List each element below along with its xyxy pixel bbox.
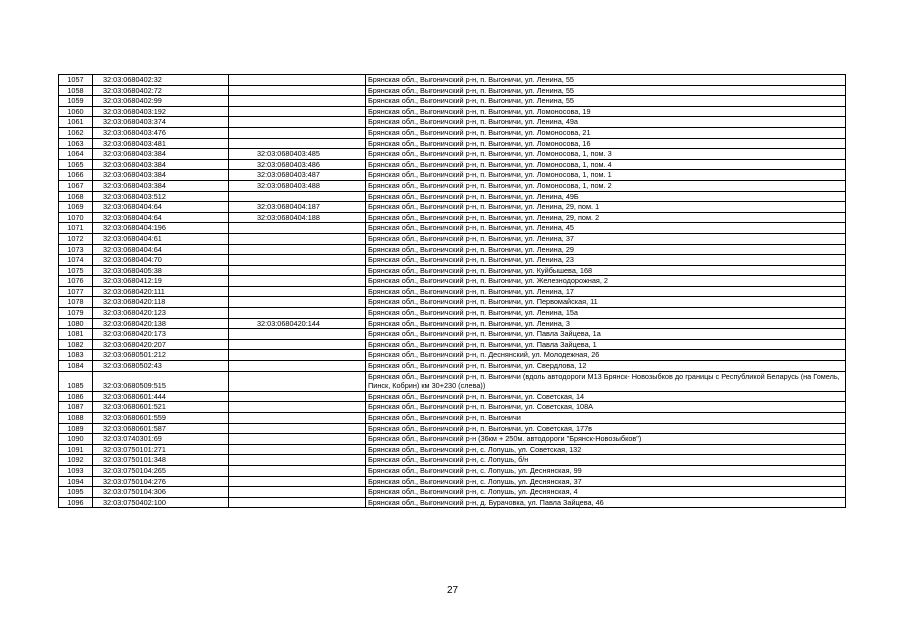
sub-cadastral-number-cell — [229, 255, 366, 266]
row-number-cell: 1086 — [59, 391, 93, 402]
table-row — [59, 170, 846, 181]
table-row — [59, 476, 846, 487]
cadastral-number-cell: 32:03:0680403:512 — [93, 191, 229, 202]
row-number-cell: 1087 — [59, 402, 93, 413]
row-number-cell: 1058 — [59, 85, 93, 96]
address-cell: Брянская обл., Выгоничский р-н, п. Деснянский, ул. Молодежная, 26 — [366, 350, 846, 361]
cadastral-number-cell: 32:03:0680420:118 — [93, 297, 229, 308]
table-row — [59, 276, 846, 287]
address-cell: Брянская обл., Выгоничский р-н, п. Выгоничи, ул. Куйбышева, 168 — [366, 265, 846, 276]
row-number-cell: 1074 — [59, 255, 93, 266]
row-number-cell: 1080 — [59, 318, 93, 329]
sub-cadastral-number-cell — [229, 106, 366, 117]
sub-cadastral-number-cell: 32:03:0680403:488 — [229, 180, 366, 191]
row-number-cell: 1069 — [59, 202, 93, 213]
row-number-cell: 1078 — [59, 297, 93, 308]
address-cell: Брянская обл., Выгоничский р-н, п. Выгоничи (вдоль автодороги М13 Брянск- Новозыбков до границы с Республикой Беларусь (на Гомель, Пинск, Кобрин) км 30+230 (слева)) — [366, 371, 846, 391]
row-number-cell: 1072 — [59, 233, 93, 244]
sub-cadastral-number-cell — [229, 465, 366, 476]
table-row — [59, 180, 846, 191]
table-row — [59, 465, 846, 476]
table-row — [59, 434, 846, 445]
cadastral-number-cell: 32:03:0680403:384 — [93, 159, 229, 170]
cadastral-number-cell: 32:03:0680404:196 — [93, 223, 229, 234]
address-cell: Брянская обл., Выгоничский р-н, п. Выгоничи, ул. Ленина, 55 — [366, 96, 846, 107]
cadastral-number-cell: 32:03:0680420:111 — [93, 286, 229, 297]
sub-cadastral-number-cell — [229, 286, 366, 297]
address-cell: Брянская обл., Выгоничский р-н, с. Лопушь, б/н — [366, 455, 846, 466]
address-cell: Брянская обл., Выгоничский р-н, д. Бурачовка, ул. Павла Зайцева, 46 — [366, 497, 846, 508]
cadastral-number-cell: 32:03:0680404:64 — [93, 202, 229, 213]
table-row — [59, 149, 846, 160]
row-number-cell: 1082 — [59, 339, 93, 350]
sub-cadastral-number-cell — [229, 96, 366, 107]
sub-cadastral-number-cell — [229, 85, 366, 96]
cadastral-number-cell: 32:03:0750104:306 — [93, 487, 229, 498]
sub-cadastral-number-cell — [229, 487, 366, 498]
address-cell: Брянская обл., Выгоничский р-н, с. Лопушь, ул. Советская, 132 — [366, 444, 846, 455]
sub-cadastral-number-cell: 32:03:0680403:485 — [229, 149, 366, 160]
sub-cadastral-number-cell — [229, 297, 366, 308]
table-row — [59, 297, 846, 308]
sub-cadastral-number-cell — [229, 361, 366, 372]
sub-cadastral-number-cell — [229, 413, 366, 424]
cadastral-number-cell: 32:03:0680403:384 — [93, 170, 229, 181]
table-row — [59, 96, 846, 107]
sub-cadastral-number-cell — [229, 391, 366, 402]
table-row — [59, 255, 846, 266]
table-row — [59, 308, 846, 319]
cadastral-number-cell: 32:03:0680405:38 — [93, 265, 229, 276]
cadastral-number-cell: 32:03:0680420:138 — [93, 318, 229, 329]
cadastral-number-cell: 32:03:0680403:374 — [93, 117, 229, 128]
row-number-cell: 1093 — [59, 465, 93, 476]
cadastral-number-cell: 32:03:0680412:19 — [93, 276, 229, 287]
sub-cadastral-number-cell — [229, 127, 366, 138]
table-row — [59, 487, 846, 498]
sub-cadastral-number-cell — [229, 497, 366, 508]
row-number-cell: 1091 — [59, 444, 93, 455]
table-row — [59, 127, 846, 138]
cadastral-number-cell: 32:03:0680601:444 — [93, 391, 229, 402]
row-number-cell: 1057 — [59, 75, 93, 86]
row-number-cell: 1071 — [59, 223, 93, 234]
table-row — [59, 329, 846, 340]
sub-cadastral-number-cell: 32:03:0680404:188 — [229, 212, 366, 223]
cadastral-number-cell: 32:03:0680420:207 — [93, 339, 229, 350]
address-cell: Брянская обл., Выгоничский р-н, п. Выгоничи, ул. Ленина, 49Б — [366, 191, 846, 202]
sub-cadastral-number-cell — [229, 276, 366, 287]
address-cell: Брянская обл., Выгоничский р-н, с. Лопушь, ул. Деснянская, 99 — [366, 465, 846, 476]
sub-cadastral-number-cell — [229, 191, 366, 202]
cadastral-number-cell: 32:03:0680403:384 — [93, 149, 229, 160]
sub-cadastral-number-cell — [229, 244, 366, 255]
table-row — [59, 361, 846, 372]
row-number-cell: 1092 — [59, 455, 93, 466]
address-cell: Брянская обл., Выгоничский р-н, п. Выгоничи, ул. Советская, 14 — [366, 391, 846, 402]
sub-cadastral-number-cell — [229, 329, 366, 340]
cadastral-number-cell: 32:03:0680403:384 — [93, 180, 229, 191]
sub-cadastral-number-cell — [229, 138, 366, 149]
table-row — [59, 212, 846, 223]
sub-cadastral-number-cell: 32:03:0680420:144 — [229, 318, 366, 329]
cadastral-number-cell: 32:03:0750101:348 — [93, 455, 229, 466]
table-row — [59, 223, 846, 234]
row-number-cell: 1064 — [59, 149, 93, 160]
sub-cadastral-number-cell — [229, 75, 366, 86]
sub-cadastral-number-cell — [229, 444, 366, 455]
cadastral-number-cell: 32:03:0680404:64 — [93, 244, 229, 255]
address-cell: Брянская обл., Выгоничский р-н, п. Выгоничи, ул. Свердлова, 12 — [366, 361, 846, 372]
table-row — [59, 265, 846, 276]
cadastral-number-cell: 32:03:0750104:265 — [93, 465, 229, 476]
row-number-cell: 1070 — [59, 212, 93, 223]
address-cell: Брянская обл., Выгоничский р-н, п. Выгоничи, ул. Ленина, 45 — [366, 223, 846, 234]
address-cell: Брянская обл., Выгоничский р-н, п. Выгоничи, ул. Ломоносова, 19 — [366, 106, 846, 117]
address-cell: Брянская обл., Выгоничский р-н, п. Выгоничи, ул. Ленина, 29 — [366, 244, 846, 255]
cadastral-number-cell: 32:03:0680402:72 — [93, 85, 229, 96]
table-row — [59, 350, 846, 361]
address-cell: Брянская обл., Выгоничский р-н, п. Выгоничи — [366, 413, 846, 424]
address-cell: Брянская обл., Выгоничский р-н (36км + 250м. автодороги "Брянск-Новозыбков") — [366, 434, 846, 445]
cadastral-number-cell: 32:03:0680403:192 — [93, 106, 229, 117]
address-cell: Брянская обл., Выгоничский р-н, п. Выгоничи, ул. Павла Зайцева, 1 — [366, 339, 846, 350]
row-number-cell: 1076 — [59, 276, 93, 287]
sub-cadastral-number-cell — [229, 233, 366, 244]
sub-cadastral-number-cell — [229, 455, 366, 466]
table-row — [59, 244, 846, 255]
row-number-cell: 1077 — [59, 286, 93, 297]
cadastral-number-cell: 32:03:0680403:481 — [93, 138, 229, 149]
row-number-cell: 1079 — [59, 308, 93, 319]
address-cell: Брянская обл., Выгоничский р-н, п. Выгоничи, ул. Ломоносова, 16 — [366, 138, 846, 149]
table-body — [59, 75, 846, 508]
table-row — [59, 159, 846, 170]
sub-cadastral-number-cell — [229, 423, 366, 434]
cadastral-number-cell: 32:03:0680501:212 — [93, 350, 229, 361]
sub-cadastral-number-cell — [229, 402, 366, 413]
cadastral-number-cell: 32:03:0680404:70 — [93, 255, 229, 266]
address-cell: Брянская обл., Выгоничский р-н, п. Выгоничи, ул. Ленина, 55 — [366, 85, 846, 96]
table-row — [59, 444, 846, 455]
cadastral-number-cell: 32:03:0680502:43 — [93, 361, 229, 372]
sub-cadastral-number-cell — [229, 434, 366, 445]
row-number-cell: 1065 — [59, 159, 93, 170]
address-cell: Брянская обл., Выгоничский р-н, п. Выгоничи, ул. Ленина, 55 — [366, 75, 846, 86]
address-cell: Брянская обл., Выгоничский р-н, п. Выгоничи, ул. Советская, 108А — [366, 402, 846, 413]
table-row — [59, 402, 846, 413]
table-row — [59, 339, 846, 350]
table-row — [59, 371, 846, 391]
address-cell: Брянская обл., Выгоничский р-н, п. Выгоничи, ул. Ленина, 29, пом. 1 — [366, 202, 846, 213]
row-number-cell: 1061 — [59, 117, 93, 128]
address-cell: Брянская обл., Выгоничский р-н, п. Выгоничи, ул. Ломоносова, 1, пом. 3 — [366, 149, 846, 160]
address-cell: Брянская обл., Выгоничский р-н, п. Выгоничи, ул. Павла Зайцева, 1а — [366, 329, 846, 340]
sub-cadastral-number-cell: 32:03:0680403:486 — [229, 159, 366, 170]
table-row — [59, 202, 846, 213]
row-number-cell: 1085 — [59, 371, 93, 391]
table-row — [59, 106, 846, 117]
table-row — [59, 286, 846, 297]
row-number-cell: 1096 — [59, 497, 93, 508]
row-number-cell: 1060 — [59, 106, 93, 117]
cadastral-number-cell: 32:03:0740301:69 — [93, 434, 229, 445]
row-number-cell: 1075 — [59, 265, 93, 276]
cadastral-number-cell: 32:03:0680404:61 — [93, 233, 229, 244]
cadastral-number-cell: 32:03:0750104:276 — [93, 476, 229, 487]
address-cell: Брянская обл., Выгоничский р-н, п. Выгоничи, ул. Железнодорожная, 2 — [366, 276, 846, 287]
address-cell: Брянская обл., Выгоничский р-н, п. Выгоничи, ул. Ломоносова, 1, пом. 4 — [366, 159, 846, 170]
row-number-cell: 1083 — [59, 350, 93, 361]
table-row — [59, 455, 846, 466]
sub-cadastral-number-cell — [229, 223, 366, 234]
row-number-cell: 1067 — [59, 180, 93, 191]
cadastral-number-cell: 32:03:0750101:271 — [93, 444, 229, 455]
address-cell: Брянская обл., Выгоничский р-н, п. Выгоничи, ул. Советская, 177в — [366, 423, 846, 434]
row-number-cell: 1084 — [59, 361, 93, 372]
table-row — [59, 391, 846, 402]
address-cell: Брянская обл., Выгоничский р-н, п. Выгоничи, ул. Ломоносова, 1, пом. 2 — [366, 180, 846, 191]
cadastral-number-cell: 32:03:0680601:587 — [93, 423, 229, 434]
row-number-cell: 1059 — [59, 96, 93, 107]
cadastral-number-cell: 32:03:0680404:64 — [93, 212, 229, 223]
cadastral-number-cell: 32:03:0680402:99 — [93, 96, 229, 107]
row-number-cell: 1095 — [59, 487, 93, 498]
sub-cadastral-number-cell — [229, 476, 366, 487]
cadastral-number-cell: 32:03:0680509:515 — [93, 371, 229, 391]
row-number-cell: 1066 — [59, 170, 93, 181]
table-row — [59, 138, 846, 149]
address-cell: Брянская обл., Выгоничский р-н, п. Выгоничи, ул. Ленина, 49а — [366, 117, 846, 128]
address-cell: Брянская обл., Выгоничский р-н, п. Выгоничи, ул. Ленина, 29, пом. 2 — [366, 212, 846, 223]
address-cell: Брянская обл., Выгоничский р-н, п. Выгоничи, ул. Ленина, 15а — [366, 308, 846, 319]
cadastral-number-cell: 32:03:0680403:476 — [93, 127, 229, 138]
address-cell: Брянская обл., Выгоничский р-н, п. Выгоничи, ул. Ленина, 23 — [366, 255, 846, 266]
table-row — [59, 497, 846, 508]
cadastral-number-cell: 32:03:0680420:173 — [93, 329, 229, 340]
page-number: 27 — [446, 585, 459, 596]
row-number-cell: 1063 — [59, 138, 93, 149]
row-number-cell: 1073 — [59, 244, 93, 255]
cadastral-table — [58, 74, 846, 508]
sub-cadastral-number-cell: 32:03:0680403:487 — [229, 170, 366, 181]
table-row — [59, 318, 846, 329]
address-cell: Брянская обл., Выгоничский р-н, с. Лопушь, ул. Деснянская, 4 — [366, 487, 846, 498]
row-number-cell: 1068 — [59, 191, 93, 202]
address-cell: Брянская обл., Выгоничский р-н, п. Выгоничи, ул. Ломоносова, 1, пом. 1 — [366, 170, 846, 181]
address-cell: Брянская обл., Выгоничский р-н, п. Выгоничи, ул. Первомайская, 11 — [366, 297, 846, 308]
address-cell: Брянская обл., Выгоничский р-н, п. Выгоничи, ул. Ломоносова, 21 — [366, 127, 846, 138]
table-row — [59, 117, 846, 128]
table-row — [59, 75, 846, 86]
row-number-cell: 1089 — [59, 423, 93, 434]
table-row — [59, 191, 846, 202]
row-number-cell: 1090 — [59, 434, 93, 445]
address-cell: Брянская обл., Выгоничский р-н, с. Лопушь, ул. Деснянская, 37 — [366, 476, 846, 487]
address-cell: Брянская обл., Выгоничский р-н, п. Выгоничи, ул. Ленина, 37 — [366, 233, 846, 244]
row-number-cell: 1062 — [59, 127, 93, 138]
address-cell: Брянская обл., Выгоничский р-н, п. Выгоничи, ул. Ленина, 3 — [366, 318, 846, 329]
cadastral-number-cell: 32:03:0680420:123 — [93, 308, 229, 319]
sub-cadastral-number-cell — [229, 117, 366, 128]
table-row — [59, 423, 846, 434]
address-cell: Брянская обл., Выгоничский р-н, п. Выгоничи, ул. Ленина, 17 — [366, 286, 846, 297]
row-number-cell: 1094 — [59, 476, 93, 487]
sub-cadastral-number-cell — [229, 308, 366, 319]
row-number-cell: 1088 — [59, 413, 93, 424]
table-row — [59, 233, 846, 244]
cadastral-number-cell: 32:03:0680601:559 — [93, 413, 229, 424]
cadastral-number-cell: 32:03:0750402:100 — [93, 497, 229, 508]
sub-cadastral-number-cell — [229, 350, 366, 361]
cadastral-number-cell: 32:03:0680601:521 — [93, 402, 229, 413]
sub-cadastral-number-cell — [229, 371, 366, 391]
sub-cadastral-number-cell — [229, 265, 366, 276]
table-row — [59, 413, 846, 424]
sub-cadastral-number-cell — [229, 339, 366, 350]
cadastral-number-cell: 32:03:0680402:32 — [93, 75, 229, 86]
table-row — [59, 85, 846, 96]
row-number-cell: 1081 — [59, 329, 93, 340]
sub-cadastral-number-cell: 32:03:0680404:187 — [229, 202, 366, 213]
